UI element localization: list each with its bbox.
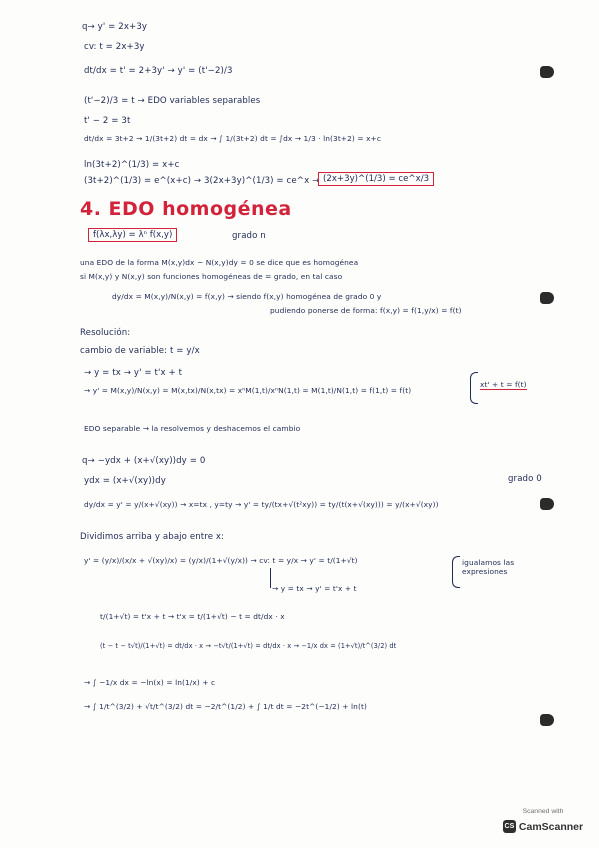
camscanner-name: CamScanner: [518, 820, 584, 833]
exponential-step: (3t+2)^(1/3) = e^(x+c) → 3(2x+3y)^(1/3) = ce^x →: [84, 176, 320, 186]
log-step: ln(3t+2)^(1/3) = x+c: [84, 160, 180, 170]
integral-t: → ∫ 1/t^(3/2) + √t/t^(3/2) dt = −2/t^(1/2) + ∫ 1/t dt = −2t^(−1/2) + ln(t): [84, 702, 367, 711]
degree-label: grado n: [232, 231, 266, 241]
definition-text: si M(x,y) y N(x,y) son funciones homogéneas de = grado, en tal caso: [80, 272, 343, 281]
camscanner-logo-icon: CS: [503, 820, 516, 833]
boxed-result: (2x+3y)^(1/3) = ce^x/3: [318, 172, 434, 186]
equated-expression: t/(1+√t) = t'x + t → t'x = t/(1+√t) − t = dt/dx · x: [100, 612, 285, 621]
separable-note: EDO separable → la resolvemos y deshacemos el cambio: [84, 424, 301, 433]
derivative-substitution: dt/dx = t' = 2+3y' → y' = (t'−2)/3: [84, 66, 233, 76]
integral-x: → ∫ −1/x dx = −ln(x) = ln(1/x) + c: [84, 678, 216, 687]
binder-hole: [540, 66, 554, 78]
equation-step: t' − 2 = 3t: [84, 116, 131, 126]
homogeneous-derivation: → y' = M(x,y)/N(x,y) = M(x,tx)/N(x,tx) = xⁿM(1,t)/xⁿN(1,t) = M(1,t)/N(1,t) = f(1,t) = f(t): [84, 386, 412, 395]
change-of-variable: cv: t = 2x+3y: [84, 42, 145, 52]
arrow-connector: [270, 568, 271, 588]
scanner-watermark: [500, 805, 586, 841]
degree-check: dy/dx = y' = y/(x+√(xy)) → x=tx , y=ty → y' = ty/(tx+√(t²xy)) = ty/(t(x+√(xy))) = y/(x+√(xy)): [84, 500, 439, 509]
binder-hole: [540, 714, 554, 726]
binder-hole: [540, 498, 554, 510]
example-equation: q→ −ydx + (x+√(xy))dy = 0: [82, 456, 206, 466]
variable-change: cambio de variable: t = y/x: [80, 346, 200, 356]
resulting-equation: xt' + t = f(t): [480, 380, 527, 389]
example-equation: q→ y' = 2x+3y: [82, 22, 148, 32]
substitution-step: → y = tx → y' = t'x + t: [84, 368, 183, 378]
integration-step: dt/dx = 3t+2 → 1/(3t+2) dt = dx → ∫ 1/(3t+2) dt = ∫dx → 1/3 · ln(3t+2) = x+c: [84, 134, 382, 143]
equate-note: igualamos las expresiones: [462, 558, 515, 576]
substitution-step: → y = tx → y' = t'x + t: [272, 584, 357, 593]
resolution-heading: Resolución:: [80, 328, 131, 338]
degree-annotation: grado 0: [508, 474, 542, 484]
brace: [470, 372, 478, 404]
definition-text: una EDO de la forma M(x,y)dx − N(x,y)dy = 0 se dice que es homogénea: [80, 258, 359, 267]
camscanner-brand: [503, 820, 583, 833]
scanned-with-label: Scanned with: [522, 808, 564, 815]
definition-formula: dy/dx = M(x,y)/N(x,y) = f(x,y) → siendo f(x,y) homogénea de grado 0 y: [112, 292, 382, 301]
binder-hole: [540, 292, 554, 304]
section-heading: 4. EDO homogénea: [80, 198, 292, 220]
homogeneity-definition: f(λx,λy) = λⁿ f(x,y): [88, 228, 177, 242]
separable-statement: (t'−2)/3 = t → EDO variables separables: [84, 96, 261, 106]
definition-formula: pudiendo ponerse de forma: f(x,y) = f(1,y/x) = f(t): [270, 306, 462, 315]
divided-expression: y' = (y/x)/(x/x + √(xy)/x) = (y/x)/(1+√(y/x)) → cv: t = y/x → y' = t/(1+√t): [84, 556, 358, 565]
divide-instruction: Dividimos arriba y abajo entre x:: [80, 532, 225, 542]
separation-step: (t − t − t√t)/(1+√t) = dt/dx · x → −t√t/(1+√t) = dt/dx · x → −1/x dx = (1+√t)/t^(3/2) dt: [100, 642, 397, 650]
brace: [452, 556, 460, 588]
rearranged-equation: ydx = (x+√(xy))dy: [84, 476, 166, 486]
